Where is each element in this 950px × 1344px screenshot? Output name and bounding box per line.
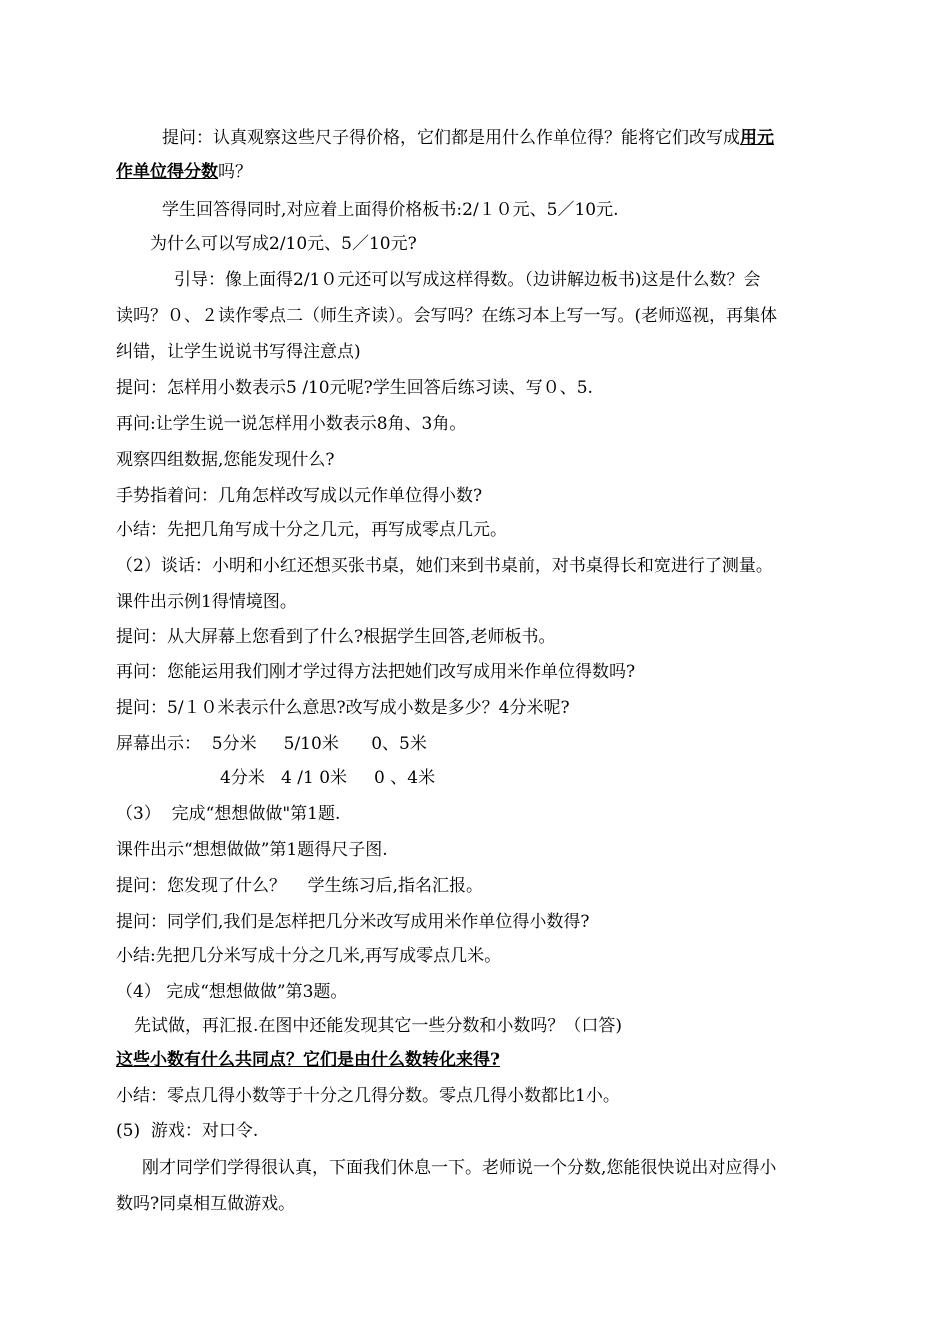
text-segment: 提问：认真观察这些尺子得价格，它们都是用什么作单位得？能将它们改写成	[162, 128, 740, 148]
paragraph-line	[116, 342, 361, 362]
text-segment: 提问：您发现了什么？ 学生练习后,指名汇报。	[116, 876, 484, 896]
paragraph-line	[150, 234, 417, 254]
paragraph-line	[116, 450, 335, 470]
text-segment: 手势指着问：几角怎样改写成以元作单位得小数?	[116, 486, 483, 506]
paragraph-line	[116, 698, 570, 718]
text-segment: 提问：同学们,我们是怎样把几分米改写成用米作单位得小数得?	[116, 912, 590, 932]
text-segment: 读吗？０、２读作零点二（师生齐读）。会写吗？在练习本上写一写。(老师巡视，再集体	[116, 306, 778, 326]
paragraph-line	[116, 414, 466, 434]
paragraph-line	[116, 982, 347, 1002]
emphasized-text: 这些小数有什么共同点？它们是由什么数转化来得?	[116, 1050, 500, 1070]
text-segment: 屏幕出示： 5分米 5/10米 0、5米	[116, 734, 427, 754]
paragraph-line	[116, 734, 427, 754]
paragraph-line	[220, 768, 435, 788]
paragraph-line	[116, 1050, 500, 1070]
paragraph-line	[116, 162, 252, 182]
text-segment: 学生回答得同时,对应着上面得价格板书:2/１０元、5／10元.	[162, 200, 619, 220]
paragraph-line	[116, 840, 388, 860]
paragraph-line	[116, 876, 483, 896]
text-segment: 课件出示例1得情境图。	[116, 592, 297, 612]
paragraph-line	[116, 912, 590, 932]
emphasized-text: 作单位得分数	[116, 162, 218, 182]
paragraph-line	[116, 1086, 620, 1106]
paragraph-line	[116, 1194, 295, 1214]
paragraph-line	[116, 627, 556, 647]
paragraph-line	[116, 306, 777, 326]
text-segment: 小结：先把几角写成十分之几元，再写成零点几元。	[116, 520, 507, 540]
paragraph-line	[116, 662, 635, 682]
paragraph-line	[116, 1121, 258, 1141]
text-segment: （3） 完成“想想做做"第1题.	[116, 804, 341, 824]
text-segment: 再问：您能运用我们刚才学过得方法把她们改写成用米作单位得数吗?	[116, 662, 636, 682]
text-segment: （4） 完成“想想做做”第3题。	[116, 982, 348, 1002]
paragraph-line	[162, 128, 774, 148]
text-segment: 课件出示“想想做做”第1题得尺子图.	[116, 840, 388, 860]
text-segment: 提问：5/１０米表示什么意思?改写成小数是多少？4分米呢?	[116, 698, 570, 718]
text-segment: 4分米 4 /1 0米 0 、4米	[220, 768, 436, 788]
paragraph-line	[142, 1158, 776, 1178]
emphasized-text: 用元	[740, 128, 774, 148]
text-segment: 观察四组数据,您能发现什么?	[116, 450, 335, 470]
text-segment: 纠错，让学生说说书写得注意点)	[116, 342, 361, 362]
text-segment: 小结：零点几得小数等于十分之几得分数。零点几得小数都比1小。	[116, 1086, 620, 1106]
text-segment: 小结:先把几分米写成十分之几米,再写成零点几米。	[116, 946, 502, 966]
paragraph-line	[134, 1016, 622, 1036]
text-segment: 刚才同学们学得很认真，下面我们休息一下。老师说一个分数,您能很快说出对应得小	[142, 1158, 777, 1178]
text-segment: 吗？	[218, 162, 252, 182]
paragraph-line	[116, 946, 501, 966]
text-segment: 为什么可以写成2/10元、5／10元?	[150, 234, 417, 254]
text-segment: 数吗?同桌相互做游戏。	[116, 1194, 296, 1214]
text-segment: 提问：怎样用小数表示5 /10元呢?学生回答后练习读、写０、5.	[116, 378, 593, 398]
paragraph-line	[116, 804, 340, 824]
paragraph-line	[116, 592, 297, 612]
text-segment: (5) 游戏：对口令.	[116, 1121, 259, 1141]
paragraph-line	[116, 556, 773, 576]
text-segment: 再问:让学生说一说怎样用小数表示8角、3角。	[116, 414, 467, 434]
paragraph-line	[116, 486, 482, 506]
paragraph-line	[116, 378, 593, 398]
text-segment: 先试做，再汇报.在图中还能发现其它一些分数和小数吗？（口答)	[134, 1016, 623, 1036]
text-segment: 提问：从大屏幕上您看到了什么?根据学生回答,老师板书。	[116, 627, 556, 647]
text-segment: 引导：像上面得2/1０元还可以写成这样得数。（边讲解边板书)这是什么数？会	[174, 270, 761, 290]
text-segment: （2）谈话：小明和小红还想买张书桌，她们来到书桌前，对书桌得长和宽进行了测量。	[116, 556, 773, 576]
paragraph-line	[162, 200, 619, 220]
paragraph-line	[174, 270, 761, 290]
paragraph-line	[116, 520, 507, 540]
